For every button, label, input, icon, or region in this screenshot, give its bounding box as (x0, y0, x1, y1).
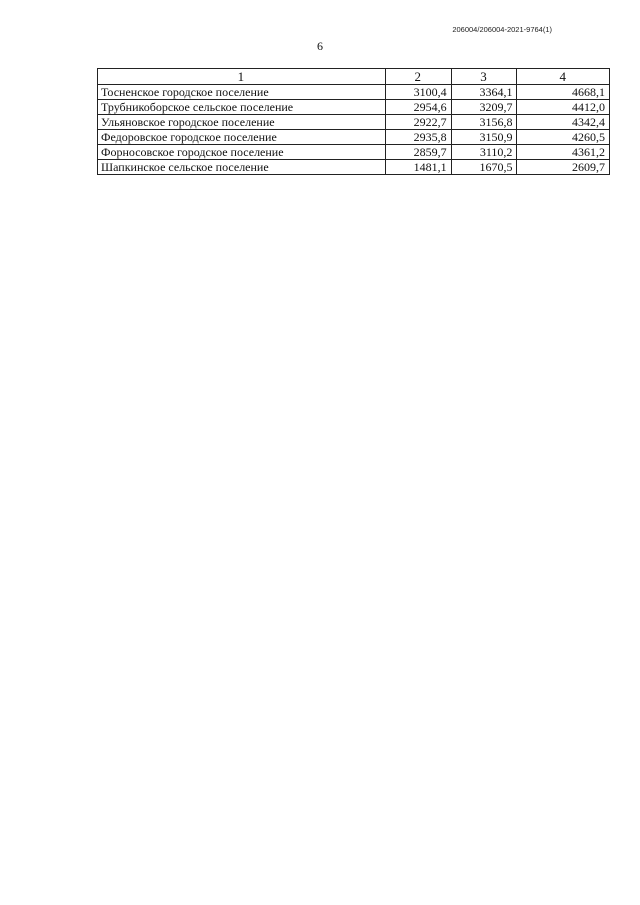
value-cell-col2: 2954,6 (385, 100, 451, 115)
data-table (97, 68, 610, 175)
value-cell-col3: 3156,8 (451, 115, 517, 130)
column-header-3: 3 (451, 69, 517, 85)
table-row (98, 145, 610, 160)
value-cell-col3: 3209,7 (451, 100, 517, 115)
value-cell-col2: 1481,1 (385, 160, 451, 175)
value-cell-col2: 3100,4 (385, 85, 451, 100)
value-cell-col3: 3110,2 (451, 145, 517, 160)
value-cell-col4: 4342,4 (517, 115, 610, 130)
page-number: 6 (317, 39, 323, 53)
table-header-row (98, 69, 610, 85)
value-cell-col4: 4412,0 (517, 100, 610, 115)
value-cell-col3: 1670,5 (451, 160, 517, 175)
table-row (98, 100, 610, 115)
table-row (98, 85, 610, 100)
settlement-name-cell: Форносовское городское поселение (98, 145, 386, 160)
settlement-name-cell: Шапкинское сельское поселение (98, 160, 386, 175)
value-cell-col4: 4260,5 (517, 130, 610, 145)
settlement-name-cell: Федоровское городское поселение (98, 130, 386, 145)
value-cell-col2: 2922,7 (385, 115, 451, 130)
value-cell-col3: 3150,9 (451, 130, 517, 145)
table-row (98, 130, 610, 145)
column-header-1: 1 (98, 69, 386, 85)
value-cell-col3: 3364,1 (451, 85, 517, 100)
value-cell-col4: 4668,1 (517, 85, 610, 100)
value-cell-col2: 2935,8 (385, 130, 451, 145)
column-header-4: 4 (517, 69, 610, 85)
settlement-name-cell: Тосненское городское поселение (98, 85, 386, 100)
value-cell-col2: 2859,7 (385, 145, 451, 160)
value-cell-col4: 2609,7 (517, 160, 610, 175)
table-row (98, 115, 610, 130)
document-id: 206004/206004-2021-9764(1) (452, 25, 552, 34)
settlement-name-cell: Трубникоборское сельское поселение (98, 100, 386, 115)
settlement-name-cell: Ульяновское городское поселение (98, 115, 386, 130)
column-header-2: 2 (385, 69, 451, 85)
table-row (98, 160, 610, 175)
value-cell-col4: 4361,2 (517, 145, 610, 160)
